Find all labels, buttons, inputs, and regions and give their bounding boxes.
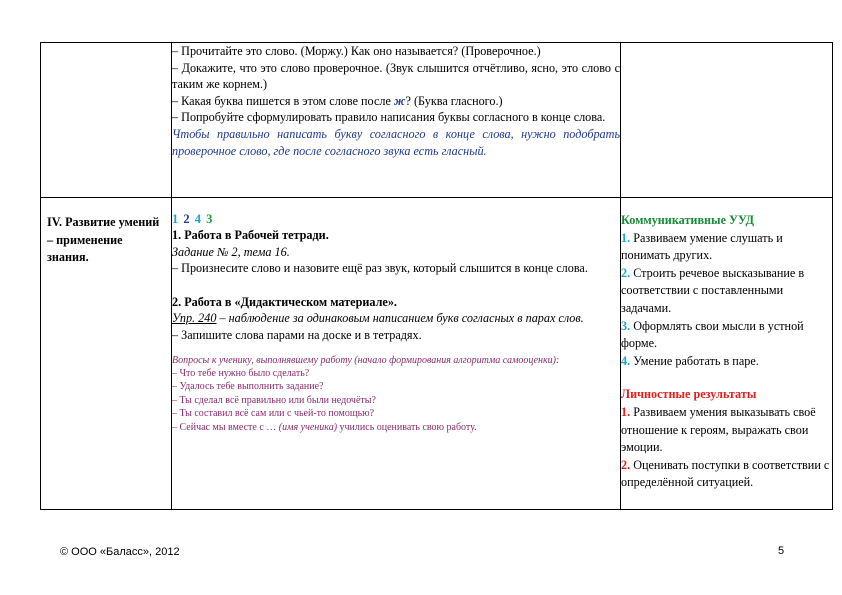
table-row	[41, 198, 833, 510]
page-number: 5	[778, 545, 785, 557]
personal-item: 2. Оценивать поступки в соответствии с определённой ситуацией.	[621, 457, 830, 490]
line: – Докажите, что это слово проверочное. (Звук слышится отчётливо, ясно, это слово с таким же корнем.)	[172, 60, 620, 92]
letter-zh: ж	[393, 93, 406, 108]
task1-title: 1. Работа в Рабочей тетради.	[172, 228, 329, 242]
question: – Удалось тебе выполнить задание?	[172, 381, 324, 393]
question: – Что тебе нужно было сделать?	[172, 367, 310, 379]
questions-intro: Вопросы к ученику, выполнявшему работу (начало формирования алгоритма самооценки):	[172, 354, 560, 366]
task2-title: 2. Работа в «Дидактическом материале».	[172, 294, 397, 309]
task-numbers: 1 2 4 3	[172, 212, 214, 226]
activity-cell	[172, 43, 621, 198]
uud-item: 2. Строить речевое высказывание в соответствии с поставленными задачами.	[621, 265, 805, 315]
table-row	[41, 43, 833, 198]
personal-item: 1. Развиваем умения выказывать своё отношение к героям, выражать свои эмоции.	[621, 404, 816, 455]
uud-item: 4. Умение работать в паре.	[621, 353, 759, 368]
rule-text: Чтобы правильно написать букву согласного в конце слова, нужно подобрать проверочное слово, где после согласного звука есть гласный.	[172, 126, 620, 158]
line: – Попробуйте сформулировать правило написания буквы согласного в конце слова.	[172, 110, 606, 125]
uud-cell-empty	[621, 43, 833, 198]
footer-copyright: © ООО «Баласс», 2012	[60, 546, 180, 558]
line: – Прочитайте это слово. (Моржу.) Как оно называется? (Проверочное.)	[172, 44, 541, 58]
activity-cell	[172, 198, 621, 510]
uud-title: Коммуникативные УУД	[621, 213, 755, 227]
stage-cell	[41, 198, 172, 510]
question: – Ты сделал всё правильно или были недочёты?	[172, 394, 376, 406]
line: – Какая буква пишется в этом слове после ж? (Буква гласного.)	[172, 93, 503, 108]
stage-cell-empty	[41, 43, 172, 198]
personal-title: Личностные результаты	[621, 387, 757, 402]
question: – Сейчас мы вместе с … (имя ученика) учились оценивать свою работу.	[172, 421, 477, 433]
question: – Ты составил всё сам или с чьей-то помощью?	[172, 408, 375, 420]
task2-text: – Запишите слова парами на доске и в тетрадях.	[172, 327, 422, 342]
task2-ref: Упр. 240 – наблюдение за одинаковым написанием букв согласных в парах слов.	[172, 311, 584, 326]
stage-title: IV. Развитие умений – применение знания.	[47, 215, 160, 264]
uud-cell	[621, 198, 833, 510]
lesson-table	[40, 42, 833, 510]
task1-text: – Произнесите слово и назовите ещё раз звук, который слышится в конце слова.	[172, 261, 588, 276]
task1-ref: Задание № 2, тема 16.	[172, 244, 290, 259]
uud-item: 1. Развиваем умение слушать и понимать других.	[621, 230, 783, 263]
uud-item: 3. Оформлять свои мысли в устной форме.	[621, 318, 804, 351]
